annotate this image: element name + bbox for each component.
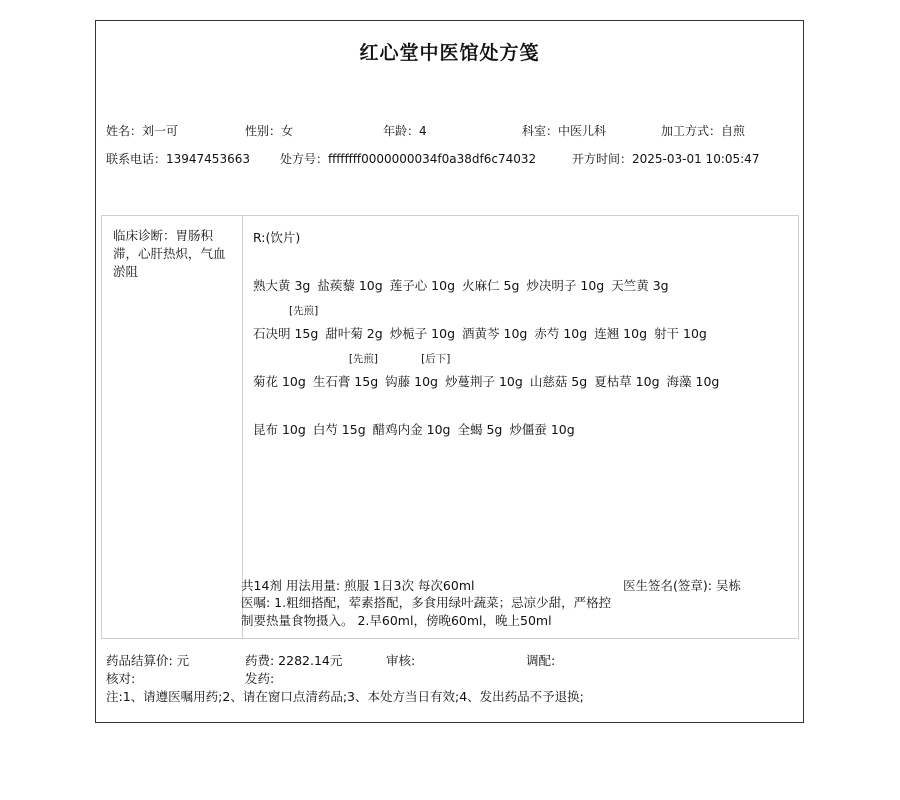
herb-name: 赤芍 10g	[534, 326, 588, 341]
herb-name: 山慈菇 5g	[529, 374, 588, 389]
herb-item	[445, 372, 523, 390]
prescription-form	[95, 20, 804, 723]
herb-note: [先煎]	[348, 353, 379, 365]
herb-name: 莲子心 10g	[389, 278, 456, 293]
herb-name: 酒黄芩 10g	[462, 326, 528, 341]
herb-name: 石决明 15g	[253, 326, 319, 341]
herb-note: [后下]	[421, 353, 451, 365]
review-field: 审核:	[386, 653, 416, 668]
check-field: 核对:	[106, 671, 136, 686]
herb-name: 炒蔓荆子 10g	[444, 374, 523, 389]
herb-row	[253, 276, 676, 294]
herb-item	[373, 420, 451, 438]
herb-name: 昆布 10g	[253, 422, 306, 437]
herb-item	[654, 324, 707, 342]
herb-item	[390, 276, 455, 294]
footer-note: 注:1、请遵医嘱用药;2、请在窗口点清药品;3、本处方当日有效;4、发出药品不予退换;	[106, 689, 584, 704]
herb-item	[611, 276, 668, 294]
herb-name: 海藻 10g	[666, 374, 720, 389]
herb-name: 炒栀子 10g	[389, 326, 456, 341]
herb-item	[509, 420, 574, 438]
herb-name: 射干 10g	[654, 326, 707, 341]
column-divider	[242, 216, 243, 638]
herb-item	[317, 276, 382, 294]
prescription-time: 开方时间：2025-03-01 10:05:47	[572, 152, 760, 166]
herb-item	[253, 276, 310, 294]
rx-header: R:(饮片)	[253, 230, 301, 245]
doctor-signature: 医生签名(签章): 吴栋	[623, 578, 741, 593]
herb-item	[594, 324, 647, 342]
herb-item	[253, 420, 306, 438]
herb-item	[667, 372, 720, 390]
herb-name: 全蝎 5g	[457, 422, 503, 437]
herb-item	[253, 372, 306, 390]
herb-note: [先煎]	[289, 305, 319, 317]
herb-name: 炒决明子 10g	[526, 278, 605, 293]
prescription-number: 处方号：ffffffff0000000034f0a38df6c74032	[280, 152, 537, 166]
phone-number: 联系电话：13947453663	[106, 152, 250, 166]
drug-fee: 药费: 2282.14元	[245, 653, 343, 668]
usage-dosage: 共14剂 用法用量: 煎服 1日3次 每次60ml	[241, 578, 475, 593]
medical-advice: 医嘱: 1.粗细搭配，荤素搭配，多食用绿叶蔬菜；忌凉少甜，严格控制要热量食物摄入。 2.早60ml，傍晚60ml，晚上50ml	[241, 595, 612, 628]
settlement-price: 药品结算价: 元	[106, 653, 190, 668]
dispense-field: 调配:	[526, 653, 556, 668]
herb-name: 白芍 15g	[312, 422, 366, 437]
herb-item	[390, 324, 455, 342]
patient-age: 年龄：4	[383, 124, 427, 138]
herb-item	[312, 353, 379, 390]
herb-item	[253, 305, 319, 342]
herb-item	[313, 420, 366, 438]
herb-item	[457, 420, 502, 438]
herb-name: 钩藤 10g	[385, 374, 438, 389]
herb-name: 天竺黄 3g	[611, 278, 669, 293]
herb-item	[462, 324, 527, 342]
herb-item	[594, 372, 659, 390]
herb-name: 生石膏 15g	[312, 374, 379, 389]
herb-name: 甜叶菊 2g	[325, 326, 383, 341]
herb-row	[253, 420, 582, 438]
prescription-box	[101, 215, 799, 639]
herb-row	[253, 305, 714, 342]
herb-name: 夏枯草 10g	[594, 374, 660, 389]
clinical-diagnosis: 临床诊断：胃肠积滞，心肝热炽，气血淤阻	[113, 228, 226, 279]
herb-name: 菊花 10g	[253, 374, 306, 389]
herb-item	[534, 324, 587, 342]
herb-name: 连翘 10g	[594, 326, 648, 341]
department: 科室：中医儿科	[522, 124, 607, 138]
page-title: 红心堂中医馆处方笺	[359, 42, 540, 64]
processing-method: 加工方式：自煎	[661, 124, 746, 138]
herb-name: 炒僵蚕 10g	[509, 422, 575, 437]
herb-item	[530, 372, 587, 390]
herb-item	[526, 276, 604, 294]
herb-row	[253, 353, 726, 390]
patient-name: 姓名：刘一可	[106, 124, 179, 138]
herb-name: 熟大黄 3g	[253, 278, 311, 293]
herb-name: 火麻仁 5g	[462, 278, 520, 293]
herb-name: 盐蒺藜 10g	[317, 278, 383, 293]
herb-name: 醋鸡内金 10g	[372, 422, 451, 437]
issue-field: 发药:	[245, 671, 275, 686]
herb-item	[462, 276, 519, 294]
herb-item	[325, 324, 382, 342]
herb-item	[385, 353, 451, 390]
patient-gender: 性别：女	[245, 124, 294, 138]
